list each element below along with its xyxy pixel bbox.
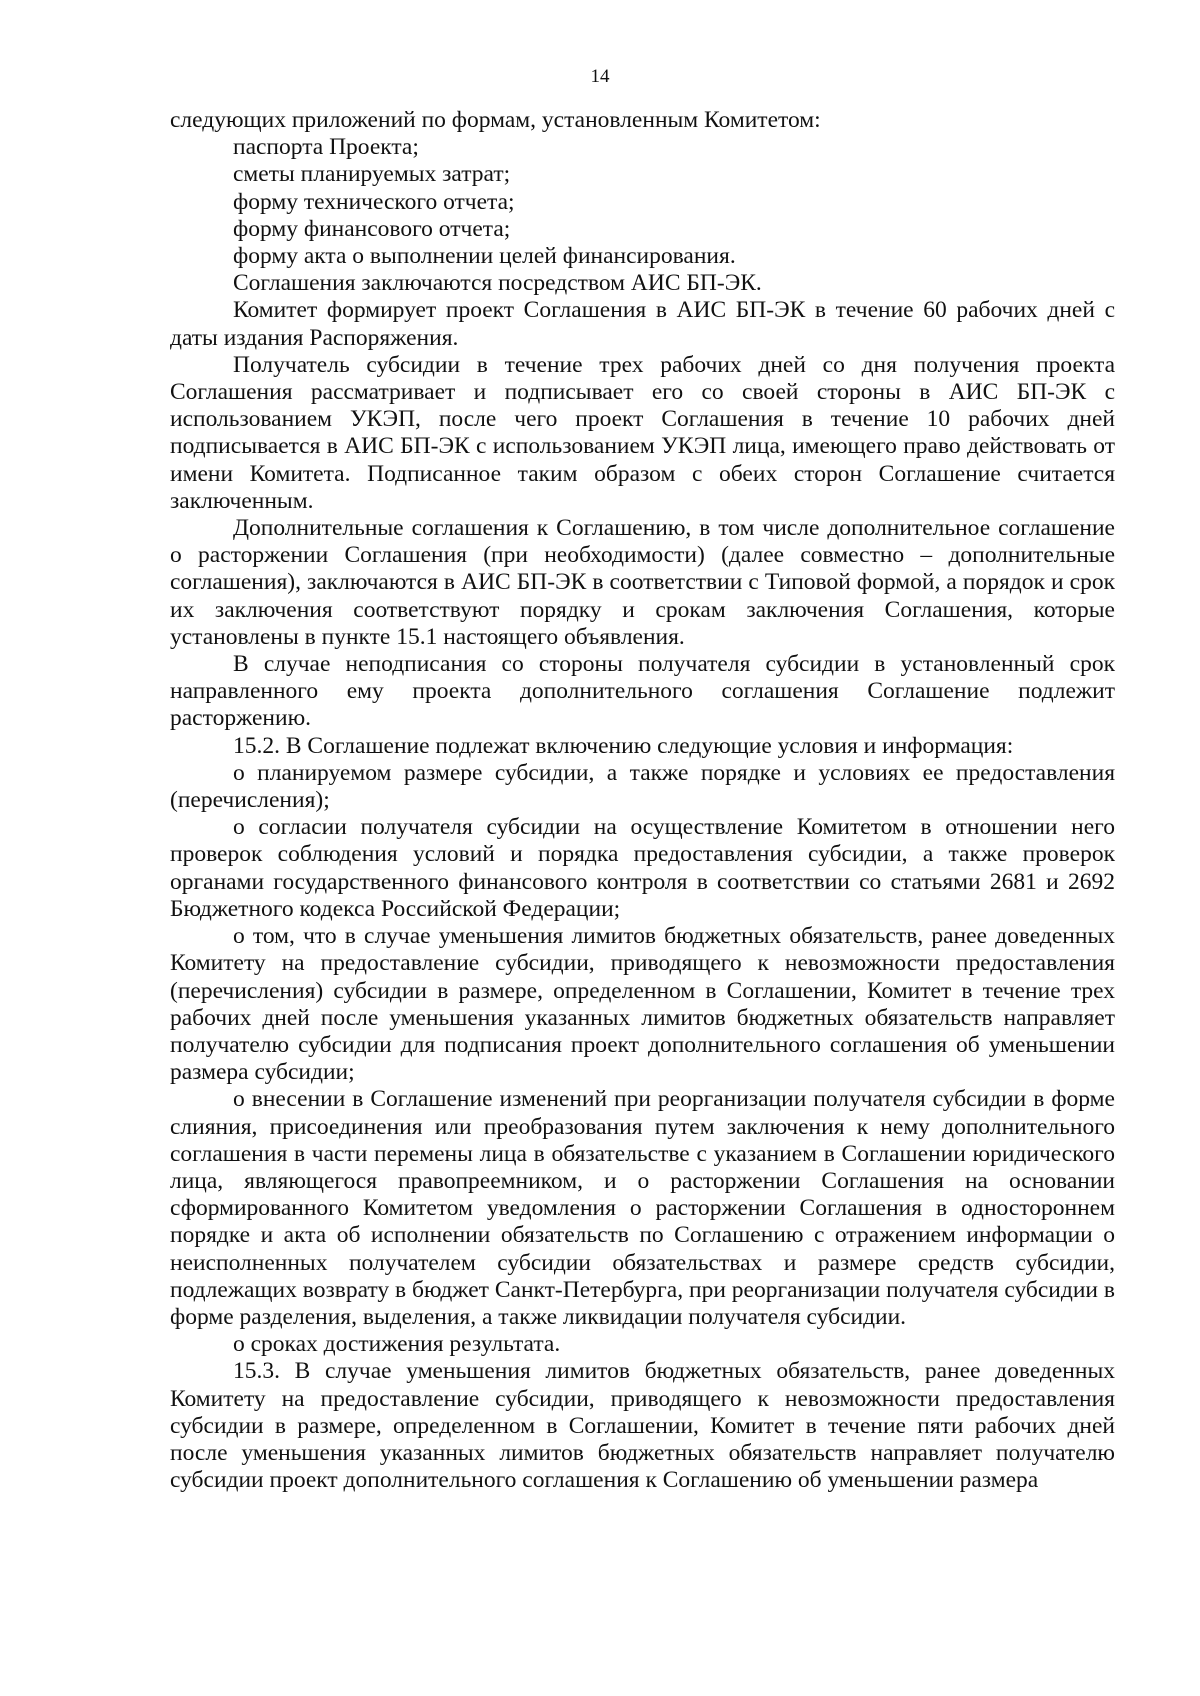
paragraph: о том, что в случае уменьшения лимитов бюджетных обязательств, ранее доведенных Комитету на предоставление субсидии, приводящего к невозможности предоставления (перечисления) субсидии в размере, определенном в Соглашении, Комитет в течение трех рабочих дней после уменьшения указанных лимитов бюджетных обязательств направляет получателю субсидии для подписания проект дополнительного соглашения об уменьшении размера субсидии; xyxy=(170,923,1115,1086)
paragraph: Соглашения заключаются посредством АИС БП-ЭК. xyxy=(233,270,762,297)
paragraph: следующих приложений по формам, установленным Комитетом: xyxy=(170,107,821,133)
paragraph: форму финансового отчета; xyxy=(233,215,511,242)
paragraph: о согласии получателя субсидии на осуществление Комитетом в отношении него проверок соблюдения условий и порядка предоставления субсидии, а также проверок органами государственного финансового контроля в соответствии со статьями 2681 и 2692 Бюджетного кодекса Российской Федерации; xyxy=(170,814,1115,922)
paragraph: о внесении в Соглашение изменений при реорганизации получателя субсидии в форме слияния, присоединения или преобразования путем заключения к нему дополнительного соглашения в части перемены лица в обязательстве с указанием в Соглашении юридического лица, являющегося правопреемником, и о расторжении Соглашения на основании сформированного Комитетом уведомления о расторжении Соглашения в одностороннем порядке и акта об исполнении обязательств по Соглашению с отражением информации о неисполненных получателем субсидии обязательствах и размере средств субсидии, подлежащих возврату в бюджет Санкт-Петербурга, при реорганизации получателя субсидии в форме разделения, выделения, а также ликвидации получателя субсидии. xyxy=(170,1086,1115,1330)
paragraph: 15.3. В случае уменьшения лимитов бюджетных обязательств, ранее доведенных Комитету на предоставление субсидии, приводящего к невозможности предоставления субсидии в размере, определенном в Соглашении, Комитет в течение пяти рабочих дней после уменьшения указанных лимитов бюджетных обязательств направляет получателю субсидии проект дополнительного соглашения к Соглашению об уменьшении размера xyxy=(170,1358,1115,1494)
paragraph: сметы планируемых затрат; xyxy=(233,161,511,188)
paragraph: о планируемом размере субсидии, а также порядке и условиях ее предоставления (перечисления); xyxy=(170,759,1115,814)
paragraph: паспорта Проекта; xyxy=(233,134,419,161)
paragraph: Комитет формирует проект Соглашения в АИС БП-ЭК в течение 60 рабочих дней с даты издания Распоряжения. xyxy=(170,297,1115,351)
paragraph: Дополнительные соглашения к Соглашению, в том числе дополнительное соглашение о расторжении Соглашения (при необходимости) (далее совместно – дополнительные соглашения), заключаются в АИС БП-ЭК в соответствии с Типовой формой, а порядок и срок их заключения соответствуют порядку и срокам заключения Соглашения, которые установлены в пункте 15.1 настоящего объявления. xyxy=(170,515,1115,650)
document-body xyxy=(170,107,1115,1494)
paragraph: Получатель субсидии в течение трех рабочих дней со дня получения проекта Соглашения рассматривает и подписывает его со своей стороны в АИС БП-ЭК с использованием УКЭП, после чего проект Соглашения в течение 10 рабочих дней подписывается в АИС БП-ЭК с использованием УКЭП лица, имеющего право действовать от имени Комитета. Подписанное таким образом с обеих сторон Соглашение считается заключенным. xyxy=(170,351,1115,514)
page-number: 14 xyxy=(590,66,610,87)
paragraph: о сроках достижения результата. xyxy=(233,1331,561,1358)
paragraph: В случае неподписания со стороны получателя субсидии в установленный срок направленного ему проекта дополнительного соглашения Соглашение подлежит расторжению. xyxy=(170,651,1115,732)
paragraph: 15.2. В Соглашение подлежат включению следующие условия и информация: xyxy=(233,732,1014,759)
paragraph: форму технического отчета; xyxy=(233,188,515,215)
paragraph: форму акта о выполнении целей финансирования. xyxy=(233,243,736,270)
